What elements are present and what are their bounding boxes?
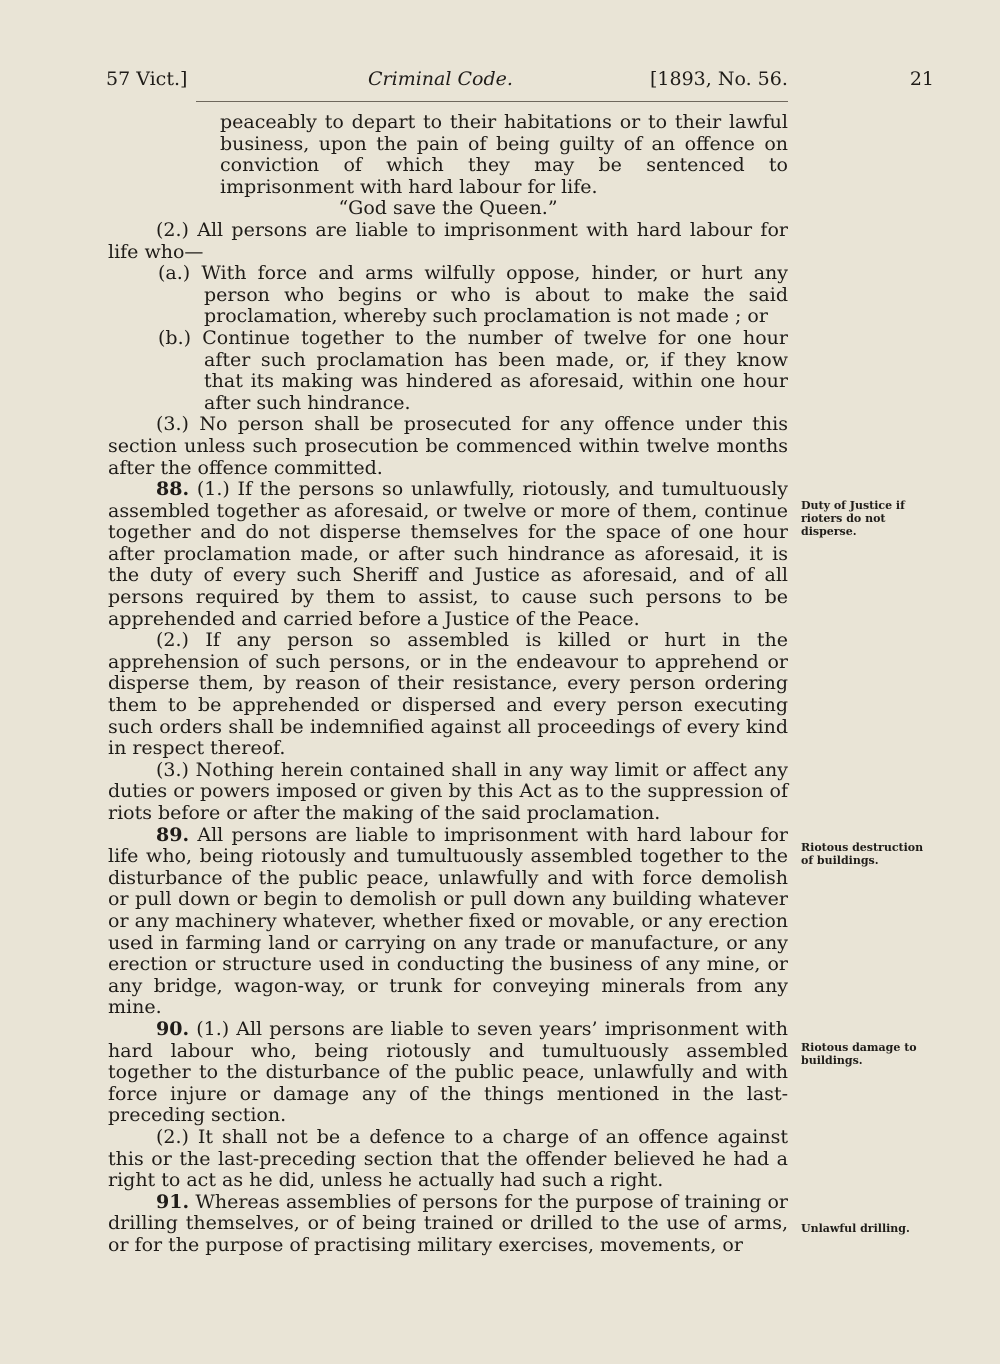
section-number: 91. (156, 1190, 190, 1213)
margin-note (801, 1222, 961, 1235)
margin-note (801, 841, 961, 867)
page-header (106, 68, 934, 96)
margin-note-line: buildings. (801, 1054, 863, 1067)
margin-note-line: Riotous damage to (801, 1041, 917, 1054)
paragraph: (2.) All persons are liable to imprisonment with hard labour for life who— (108, 218, 788, 263)
margin-note-line: of buildings. (801, 854, 879, 867)
header-act-reference: [1893, No. 56. (650, 68, 788, 90)
margin-note-line: Riotous destruction (801, 841, 924, 854)
margin-note-line: Duty of Justice if (801, 499, 905, 512)
section-text: (1.) If the persons so unlawfully, riotously, and tumultuously assembled together as aforesaid, or twelve or more of them, continue together and do not disperse themselves for the space of one hour after proclamation made, or after such hindrance as aforesaid, it is the duty of every such Sheriff and Justice as aforesaid, and of all persons required by them to assist, to cause such persons to be apprehended and carried before a Justice of the Peace. (108, 478, 788, 630)
section-text: (1.) All persons are liable to seven years’ imprisonment with hard labour who, being riotously and tumultuously assembled together to the disturbance of the public peace, unlawfully and with force injure or damage any of the things mentioned in the last-preceding section. (108, 1017, 788, 1127)
proclamation-close: “God save the Queen.” (338, 197, 558, 220)
section-89 (108, 825, 788, 1019)
list-item: (b.) Continue together to the number of twelve for one hour after such proclamation has been made, or, if they know that its making was hindered as aforesaid, within one hour after such hindrance. (158, 326, 788, 414)
header-title: Criminal Code. (368, 68, 513, 90)
header-reign: 57 Vict.] (106, 68, 188, 90)
paragraph: (3.) No person shall be prosecuted for any offence under this section unless such prosecution be commenced within twelve months after the offence committed. (108, 413, 788, 479)
section-90 (108, 1019, 788, 1127)
margin-note (801, 499, 961, 538)
margin-note-line: disperse. (801, 525, 857, 538)
margin-note-line: rioters do not (801, 512, 886, 525)
page-number: 21 (909, 68, 934, 90)
section-text: All persons are liable to imprisonment with hard labour for life who, being riotously and tumultuously assembled together to the disturbance of the public peace, unlawfully and with force demolish or pull down or begin to demolish or pull down any building whatever or any machinery whatever, whether fixed or movable, or any erection used in farming land or carrying on any trade or manufacture, or any erection or structure used in conducting the business of any mine, or any bridge, wagon-way, or trunk for conveying minerals from any mine. (108, 823, 789, 1019)
section-number: 89. (156, 823, 190, 846)
paragraph: peaceably to depart to their habitations or to their lawful business, upon the pain of being guilty of an offence on conviction of which they may be sentenced to imprisonment with hard labour for life. (220, 111, 788, 198)
section-number: 90. (156, 1017, 190, 1040)
list-item: (a.) With force and arms wilfully oppose, hinder, or hurt any person who begins or who is about to make the said proclamation, whereby such proclamation is not made ; or (158, 262, 788, 328)
margin-note-line: Unlawful drilling. (801, 1222, 910, 1235)
paragraph: (2.) It shall not be a defence to a charge of an offence against this or the last-preceding section that the offender believed he had a right to act as he did, unless he actually had such a right. (108, 1125, 788, 1192)
header-rule (196, 101, 788, 102)
paragraph: (3.) Nothing herein contained shall in any way limit or affect any duties or powers imposed or given by this Act as to the suppression of riots before or after the making of the said proclamation. (108, 758, 788, 824)
body-text (108, 112, 788, 1256)
section-text: Whereas assemblies of persons for the purpose of training or drilling themselves, or of being trained or drilled to the use of arms, or for the purpose of practising military exercises, movements, or (108, 1190, 788, 1256)
section-91 (108, 1192, 788, 1257)
paragraph: (2.) If any person so assembled is killed or hurt in the apprehension of such persons, or in the endeavour to apprehend or disperse them, by reason of their resistance, every person ordering them to be apprehended or dispersed and every person executing such orders shall be indemnified against all proceedings of every kind in respect thereof. (108, 629, 788, 760)
section-88 (108, 479, 788, 630)
section-number: 88. (156, 478, 190, 501)
margin-note (801, 1041, 961, 1067)
